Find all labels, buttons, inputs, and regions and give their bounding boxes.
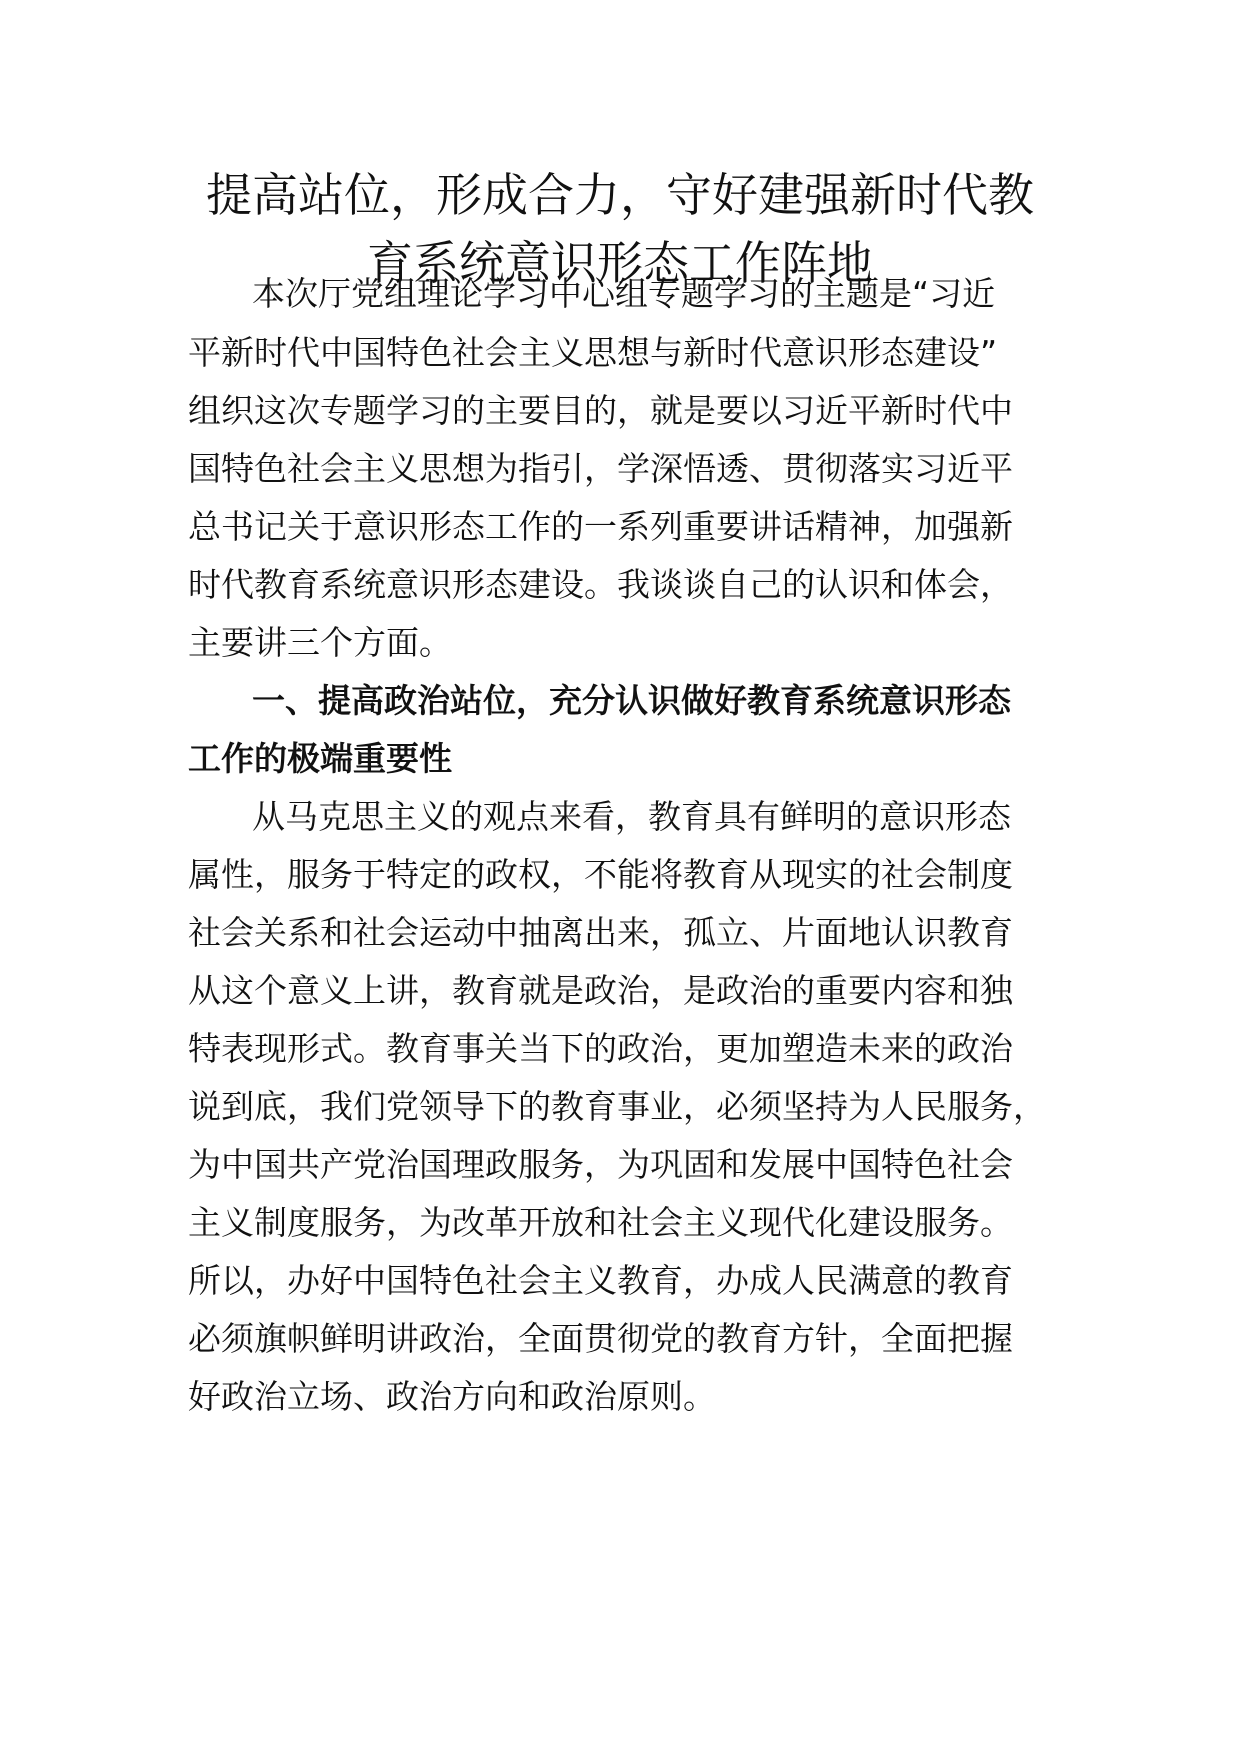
body-line-7: 为中国共产党治国理政服务，为巩固和发展中国特色社会: [188, 1145, 1013, 1184]
body-line-11: 好政治立场、政治方向和政治原则。: [188, 1377, 716, 1416]
section-heading-line-2: 工作的极端重要性: [188, 739, 452, 778]
body-line-3: 社会关系和社会运动中抽离出来，孤立、片面地认识教育: [188, 913, 1013, 952]
intro-line-3: 组织这次专题学习的主要目的，就是要以习近平新时代中: [188, 391, 1013, 430]
body-line-2: 属性，服务于特定的政权，不能将教育从现实的社会制度: [188, 855, 1013, 894]
document-title-line-1: 提高站位，形成合力，守好建强新时代教: [206, 168, 1034, 222]
intro-line-2: 平新时代中国特色社会主义思想与新时代意识形态建设”: [188, 333, 998, 372]
intro-line-7: 主要讲三个方面。: [188, 623, 452, 662]
document-title-line-2: 育系统意识形态工作阵地: [367, 236, 873, 290]
intro-line-4: 国特色社会主义思想为指引，学深悟透、贯彻落实习近平: [188, 449, 1013, 488]
body-line-4: 从这个意义上讲，教育就是政治，是政治的重要内容和独: [188, 971, 1013, 1010]
body-line-10: 必须旗帜鲜明讲政治，全面贯彻党的教育方针，全面把握: [188, 1319, 1013, 1358]
body-line-8: 主义制度服务，为改革开放和社会主义现代化建设服务。: [188, 1203, 1013, 1242]
body-line-9: 所以，办好中国特色社会主义教育，办成人民满意的教育: [188, 1261, 1013, 1300]
body-line-6: 说到底，我们党领导下的教育事业，必须坚持为人民服务，: [188, 1087, 1046, 1126]
intro-line-1: 本次厅党组理论学习中心组专题学习的主题是“习近: [252, 274, 996, 313]
body-line-5: 特表现形式。教育事关当下的政治，更加塑造未来的政治: [188, 1029, 1013, 1068]
body-line-1: 从马克思主义的观点来看，教育具有鲜明的意识形态: [252, 797, 1011, 836]
intro-line-6: 时代教育系统意识形态建设。我谈谈自己的认识和体会，: [188, 565, 1013, 604]
section-heading-line-1: 一、提高政治站位，充分认识做好教育系统意识形态: [252, 681, 1011, 720]
intro-line-5: 总书记关于意识形态工作的一系列重要讲话精神，加强新: [188, 507, 1013, 546]
